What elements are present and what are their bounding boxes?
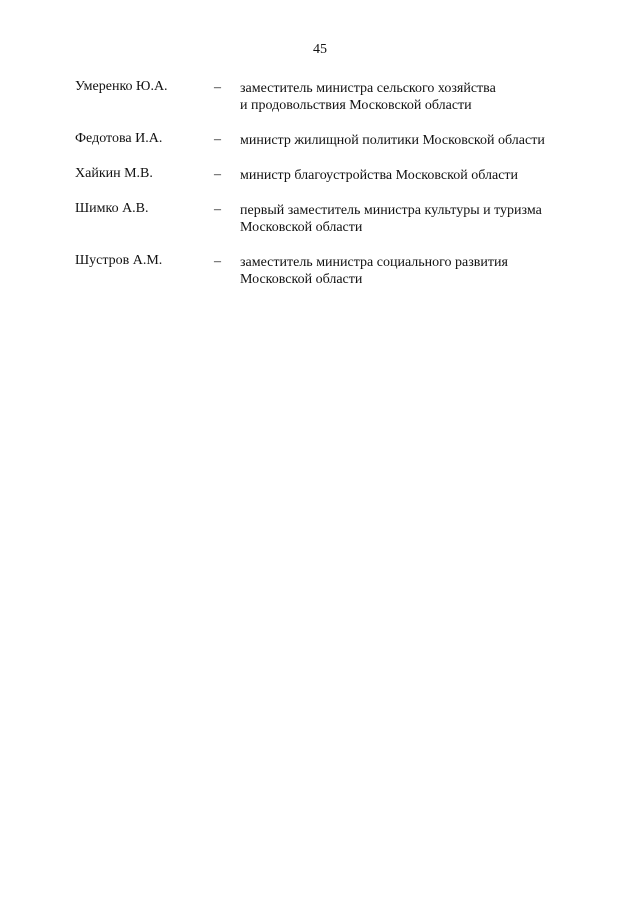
list-item — [0, 165, 640, 181]
list-item — [0, 130, 640, 146]
position-line: Московской области — [240, 272, 363, 287]
dash-separator: – — [214, 202, 221, 217]
dash-separator: – — [214, 254, 221, 269]
position-line: министр благоустройства Московской области — [240, 168, 519, 183]
official-name: Шимко А.В. — [75, 201, 149, 216]
page-number: 45 — [313, 42, 327, 57]
official-name: Хайкин М.В. — [75, 166, 153, 181]
dash-separator: – — [214, 132, 221, 147]
list-item — [0, 78, 640, 113]
official-name: Шустров А.М. — [75, 253, 163, 268]
official-position — [240, 254, 590, 288]
dash-separator: – — [214, 167, 221, 182]
list-item — [0, 252, 640, 287]
dash-separator: – — [214, 80, 221, 95]
position-line: заместитель министра сельского хозяйства — [240, 81, 496, 96]
official-position — [240, 132, 590, 149]
position-line: первый заместитель министра культуры и туризма — [240, 203, 542, 218]
position-line: министр жилищной политики Московской области — [240, 133, 545, 148]
list-item — [0, 200, 640, 235]
official-position — [240, 167, 590, 184]
position-line: Московской области — [240, 220, 363, 235]
official-position — [240, 80, 590, 114]
position-line: и продовольствия Московской области — [240, 98, 472, 113]
official-name: Умеренко Ю.А. — [75, 79, 168, 94]
position-line: заместитель министра социального развития — [240, 255, 508, 270]
official-position — [240, 202, 590, 236]
official-name: Федотова И.А. — [75, 131, 163, 146]
